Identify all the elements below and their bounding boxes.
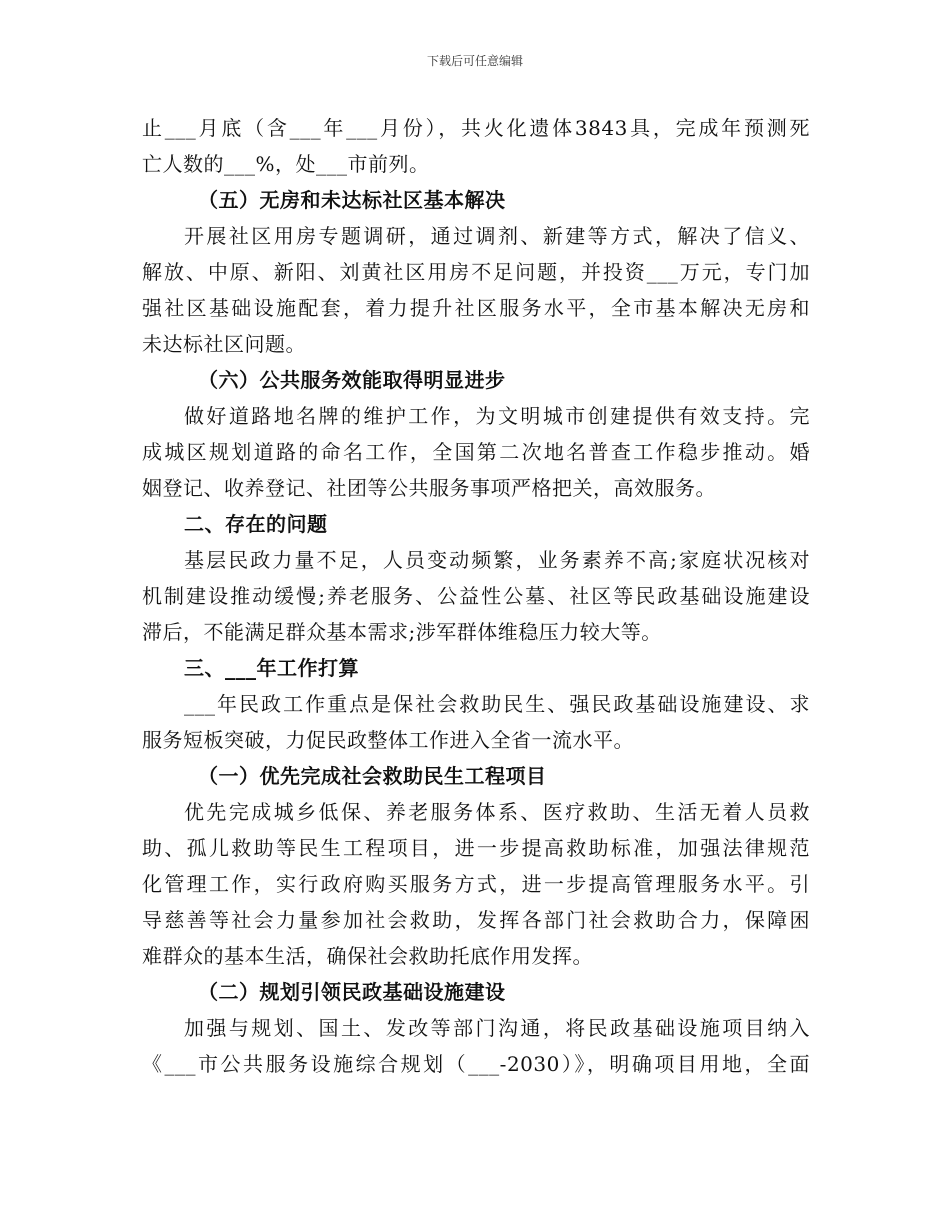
section-heading: （六）公共服务效能取得明显进步 [198, 368, 506, 392]
text-line: 助、孤儿救助等民生工程项目，进一步提高救助标准，加强法律规范 [142, 836, 810, 860]
text-line: 开展社区用房专题调研，通过调剂、新建等方式，解决了信义、 [184, 224, 810, 248]
text-line: 优先完成城乡低保、养老服务体系、医疗救助、生活无着人员救 [184, 800, 810, 824]
section-heading: （二）规划引领民政基础设施建设 [198, 980, 506, 1004]
chapter-heading: 二、存在的问题 [184, 512, 328, 536]
text-line: 成城区规划道路的命名工作，全国第二次地名普查工作稳步推动。婚 [142, 440, 810, 464]
section-heading: （五）无房和未达标社区基本解决 [198, 188, 506, 212]
text-line: 机制建设推动缓慢;养老服务、公益性公墓、社区等民政基础设施建设 [142, 584, 810, 608]
text-line: 止___月底（含___年___月份），共火化遗体3843具，完成年预测死 [142, 116, 810, 140]
text-line: 滞后，不能满足群众基本需求;涉军群体维稳压力较大等。 [142, 620, 662, 644]
text-line: 强社区基础设施配套，着力提升社区服务水平，全市基本解决无房和 [142, 296, 810, 320]
text-line: 基层民政力量不足，人员变动频繁，业务素养不高;家庭状况核对 [184, 548, 810, 572]
document-body [142, 110, 810, 1082]
text-line: 未达标社区问题。 [142, 332, 306, 356]
text-line: 加强与规划、国土、发改等部门沟通，将民政基础设施项目纳入 [184, 1016, 810, 1040]
text-line: 解放、中原、新阳、刘黄社区用房不足问题，并投资___万元，专门加 [142, 260, 810, 284]
text-line: 导慈善等社会力量参加社会救助，发挥各部门社会救助合力，保障困 [142, 908, 810, 932]
text-line: 做好道路地名牌的维护工作，为文明城市创建提供有效支持。完 [184, 404, 810, 428]
text-line: 难群众的基本生活，确保社会救助托底作用发挥。 [142, 944, 593, 968]
chapter-heading: 三、___年工作打算 [184, 656, 359, 680]
section-heading: （一）优先完成社会救助民生工程项目 [198, 764, 547, 788]
text-line: 服务短板突破，力促民政整体工作进入全省一流水平。 [142, 728, 634, 752]
text-line: 化管理工作，实行政府购买服务方式，进一步提高管理服务水平。引 [142, 872, 810, 896]
page-header: 下载后可任意编辑 [426, 54, 523, 68]
text-line: 亡人数的___%，处___市前列。 [142, 152, 430, 176]
text-line: ___年民政工作重点是保社会救助民生、强民政基础设施建设、求 [184, 692, 810, 716]
text-line: 《___市公共服务设施综合规划（___-2030）》，明确项目用地，全面 [142, 1052, 810, 1076]
text-line: 姻登记、收养登记、社团等公共服务事项严格把关，高效服务。 [142, 476, 716, 500]
